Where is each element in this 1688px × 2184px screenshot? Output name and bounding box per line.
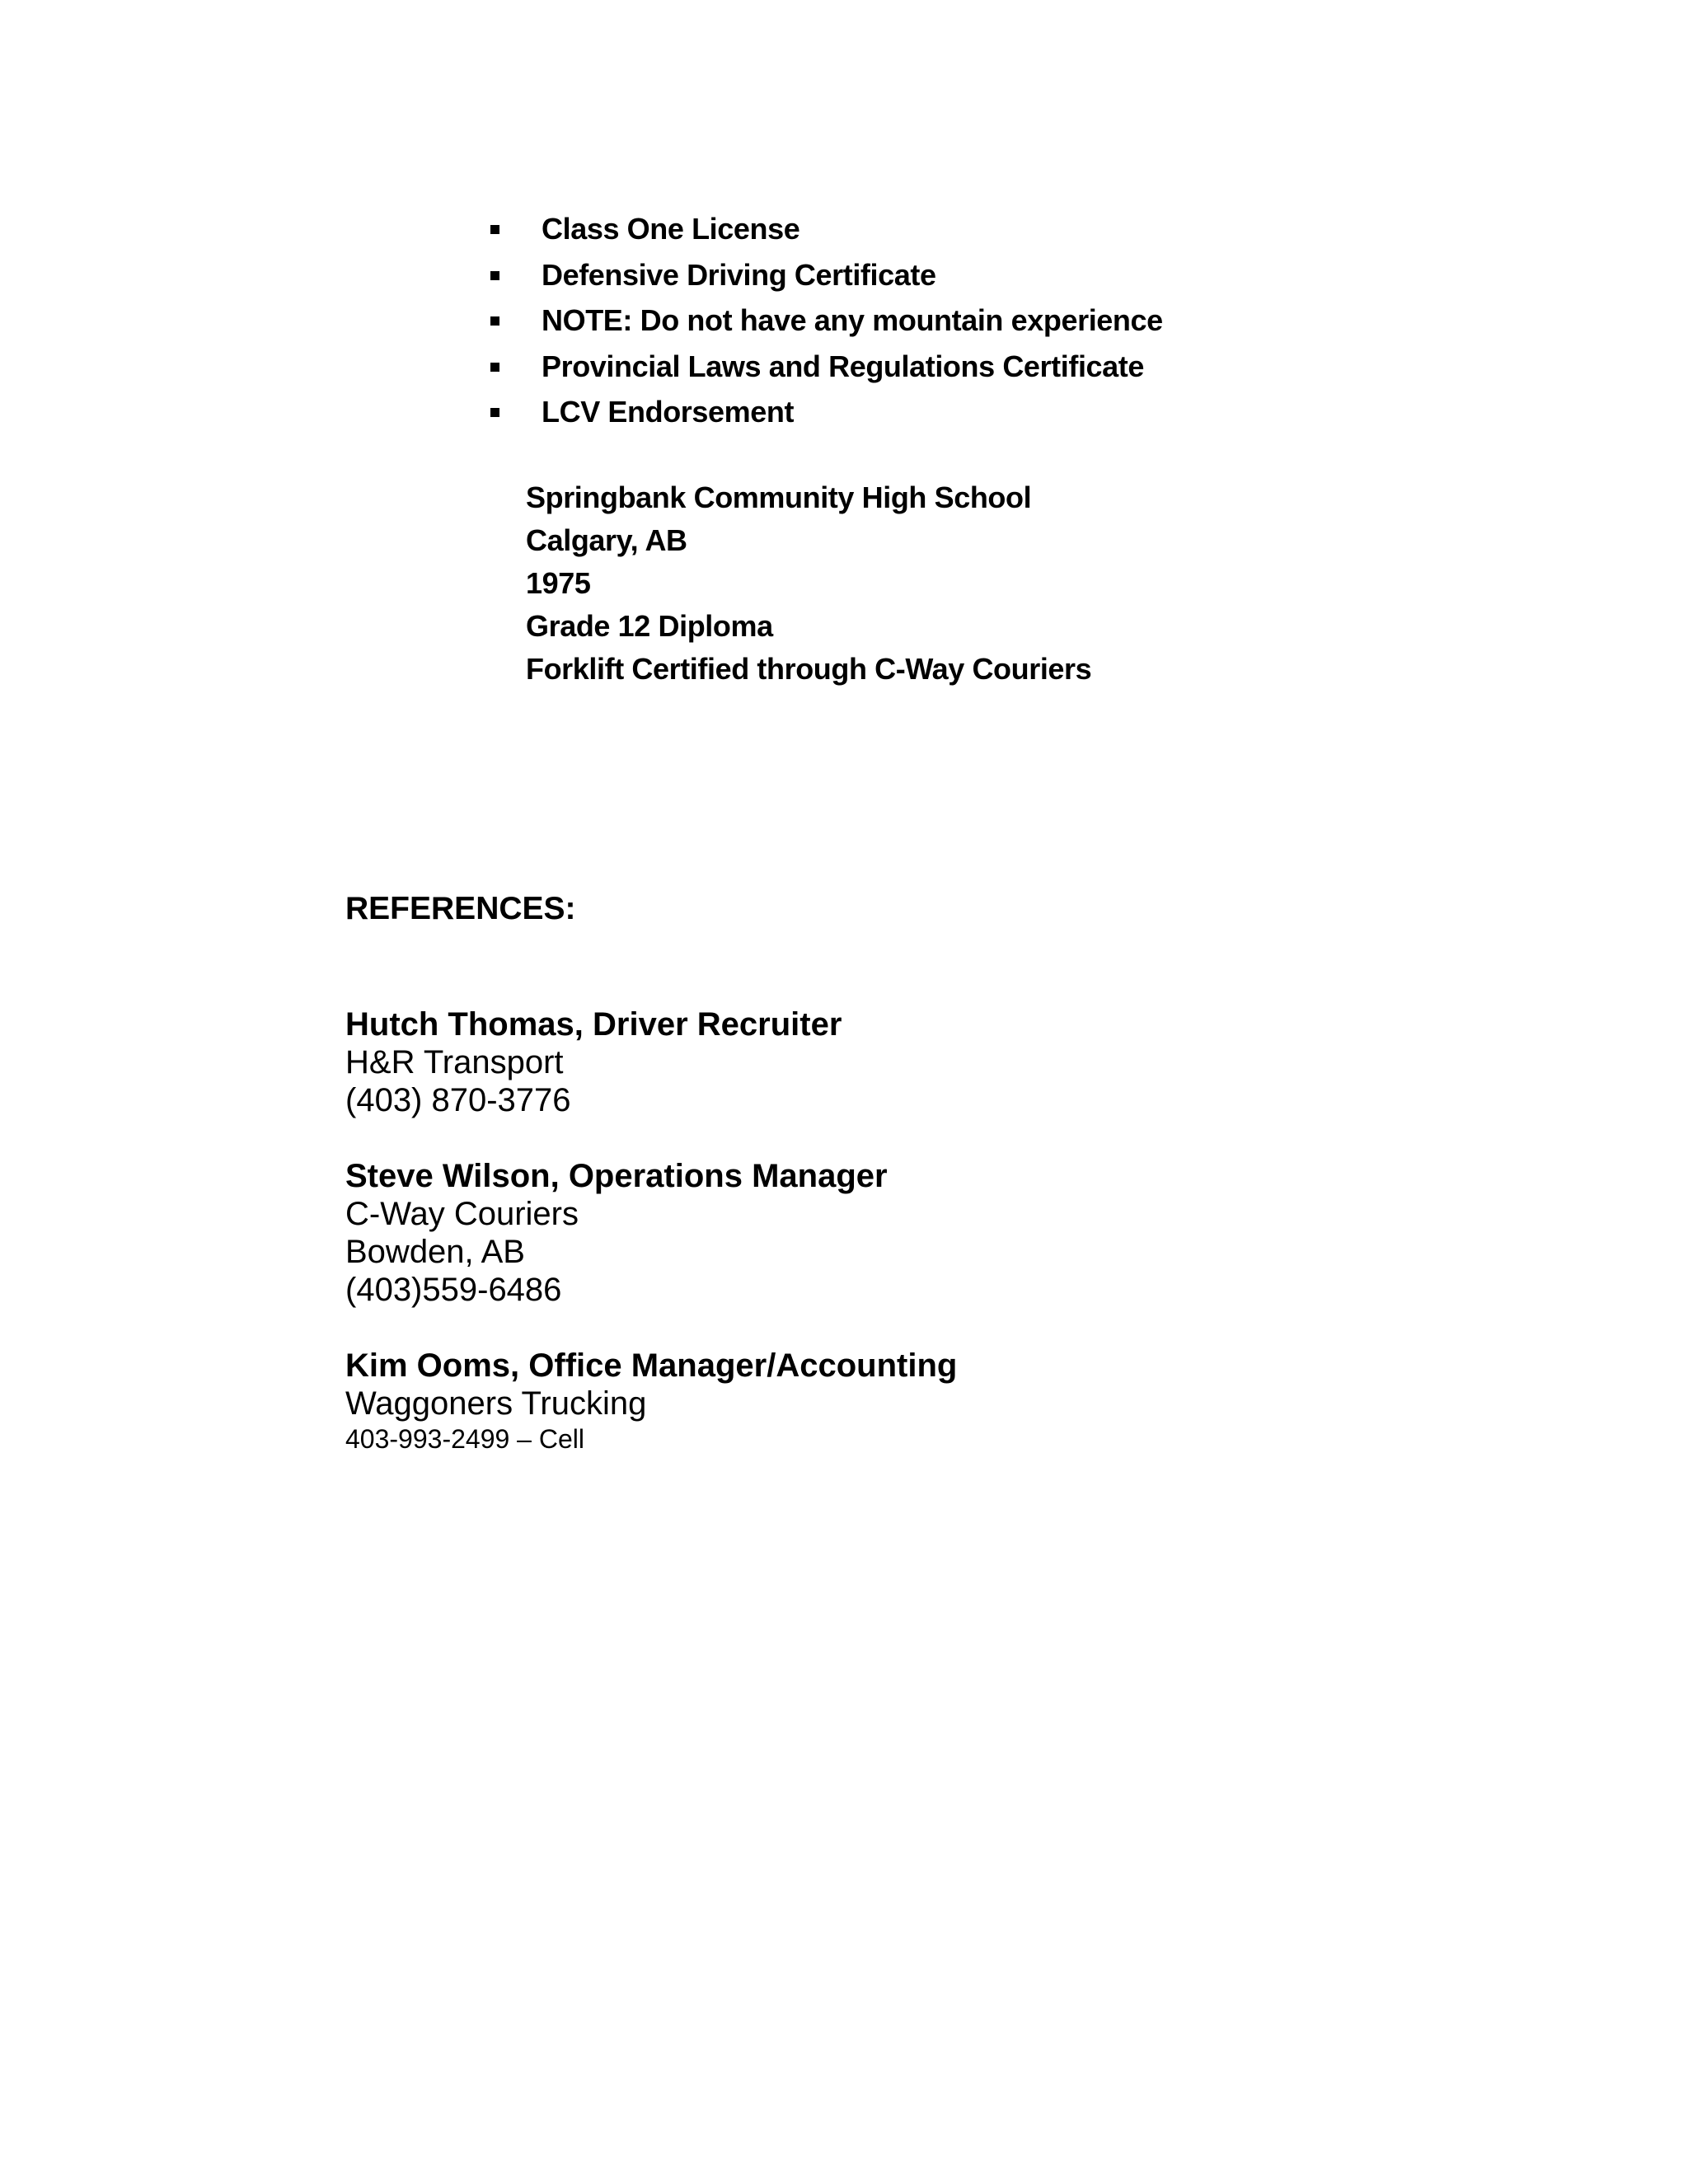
- reference-phone: (403) 870-3776: [345, 1082, 571, 1118]
- reference-name: Kim Ooms, Office Manager/Accounting: [345, 1347, 958, 1384]
- reference-company: Waggoners Trucking: [345, 1385, 647, 1422]
- square-bullet-icon: [490, 225, 499, 234]
- education-section: [526, 476, 1091, 691]
- square-bullet-icon: [490, 363, 499, 372]
- square-bullet-icon: [490, 316, 499, 326]
- certification-text: NOTE: Do not have any mountain experience: [542, 303, 1163, 337]
- reference-company: H&R Transport: [345, 1044, 564, 1080]
- additional-certification: Forklift Certified through C-Way Couriers: [526, 652, 1092, 686]
- reference-entry: [345, 1157, 888, 1309]
- certification-text: Provincial Laws and Regulations Certificate: [542, 349, 1144, 383]
- reference-phone: (403)559-6486: [345, 1272, 562, 1308]
- reference-location: Bowden, AB: [345, 1234, 525, 1270]
- reference-name: Hutch Thomas, Driver Recruiter: [345, 1006, 842, 1043]
- school-location: Calgary, AB: [526, 523, 687, 557]
- square-bullet-icon: [490, 271, 499, 280]
- reference-entry: [345, 1347, 957, 1455]
- reference-company: C-Way Couriers: [345, 1196, 579, 1232]
- diploma: Grade 12 Diploma: [526, 609, 773, 643]
- certification-text: LCV Endorsement: [542, 395, 795, 429]
- references-heading: REFERENCES:: [345, 891, 576, 926]
- reference-name: Steve Wilson, Operations Manager: [345, 1158, 888, 1194]
- graduation-year: 1975: [526, 566, 591, 600]
- certification-text: Defensive Driving Certificate: [542, 257, 936, 292]
- reference-phone: 403-993-2499 – Cell: [345, 1424, 584, 1454]
- square-bullet-icon: [490, 408, 499, 417]
- certification-text: Class One License: [542, 212, 800, 246]
- school-name: Springbank Community High School: [526, 480, 1032, 514]
- reference-entry: [345, 1005, 842, 1119]
